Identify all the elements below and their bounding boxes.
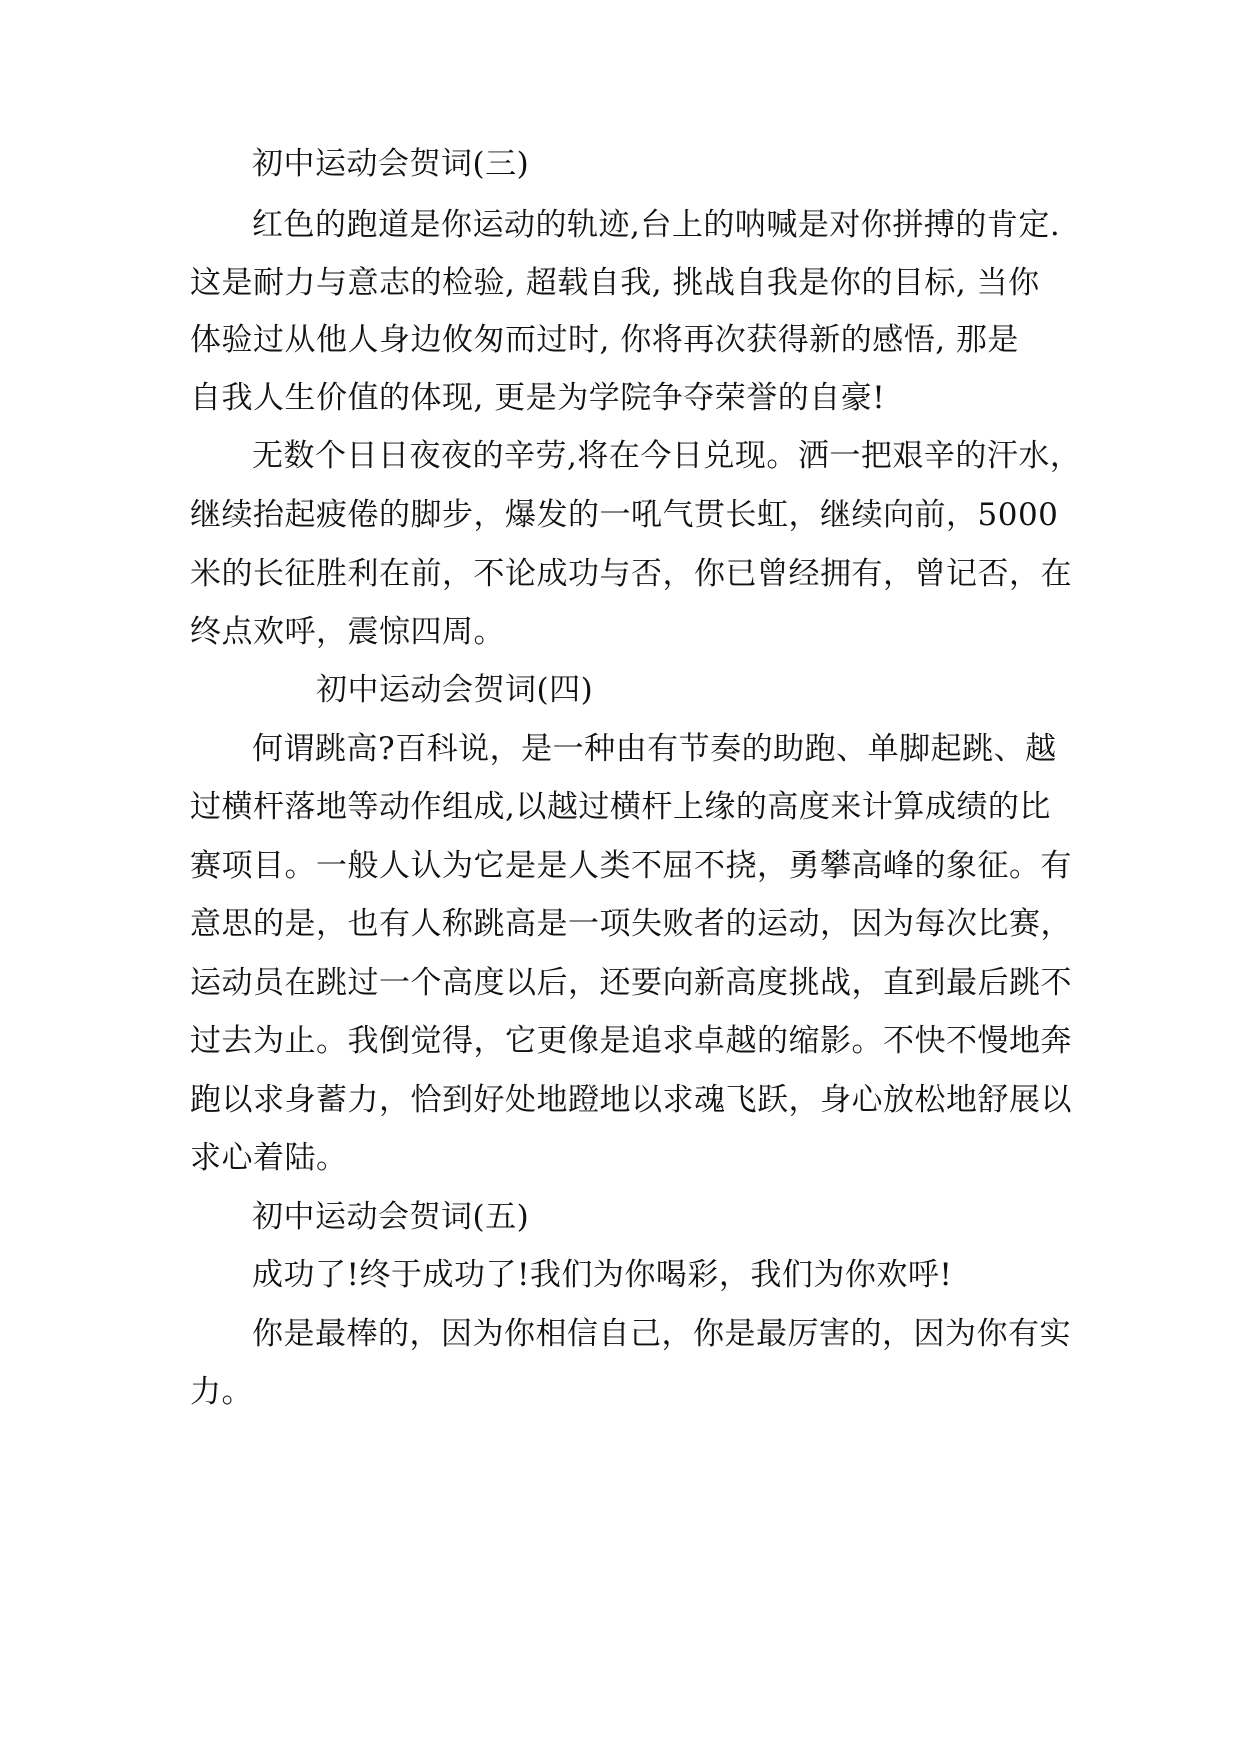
paragraph-line: 求心着陆。	[190, 1140, 348, 1176]
paragraph-line: 终点欢呼，震惊四周。	[190, 614, 505, 650]
paragraph-line: 你是最棒的，因为你相信自己，你是最厉害的，因为你有实	[252, 1316, 1071, 1352]
paragraph-line: 红色的跑道是你运动的轨迹,台上的呐喊是对你拼搏的肯定.	[252, 207, 1061, 243]
paragraph-line: 体验过从他人身边攸匆而过时, 你将再次获得新的感悟, 那是	[190, 322, 1019, 358]
paragraph-line: 成功了!终于成功了!我们为你喝彩，我们为你欢呼!	[252, 1257, 953, 1293]
section-heading: 初中运动会贺词(五)	[252, 1199, 530, 1235]
paragraph-line: 米的长征胜利在前，不论成功与否，你已曾经拥有，曾记否，在	[190, 556, 1072, 592]
paragraph-line: 无数个日日夜夜的辛劳,将在今日兑现。洒一把艰辛的汗水，	[252, 438, 1082, 474]
paragraph-line: 力。	[190, 1374, 253, 1410]
paragraph-line: 自我人生价值的体现, 更是为学院争夺荣誉的自豪!	[190, 380, 886, 416]
paragraph-line: 赛项目。一般人认为它是是人类不屈不挠，勇攀高峰的象征。有	[190, 848, 1072, 884]
paragraph-line: 跑以求身蓄力，恰到好处地蹬地以求魂飞跃，身心放松地舒展以	[190, 1082, 1072, 1118]
paragraph-line: 意思的是，也有人称跳高是一项失败者的运动，因为每次比赛，	[190, 906, 1072, 942]
paragraph-line: 何谓跳高?百科说，是一种由有节奏的助跑、单脚起跳、越	[252, 731, 1057, 767]
paragraph-line: 过横杆落地等动作组成,以越过横杆上缘的高度来计算成绩的比	[190, 789, 1051, 825]
section-heading: 初中运动会贺词(三)	[252, 146, 530, 182]
paragraph-line: 过去为止。我倒觉得，它更像是追求卓越的缩影。不快不慢地奔	[190, 1023, 1072, 1059]
paragraph-line: 继续抬起疲倦的脚步，爆发的一吼气贯长虹，继续向前，5000	[190, 497, 1059, 533]
paragraph-line: 这是耐力与意志的检验, 超载自我, 挑战自我是你的目标, 当你	[190, 265, 1040, 301]
paragraph-line: 运动员在跳过一个高度以后，还要向新高度挑战，直到最后跳不	[190, 965, 1072, 1001]
section-heading: 初中运动会贺词(四)	[316, 672, 594, 708]
